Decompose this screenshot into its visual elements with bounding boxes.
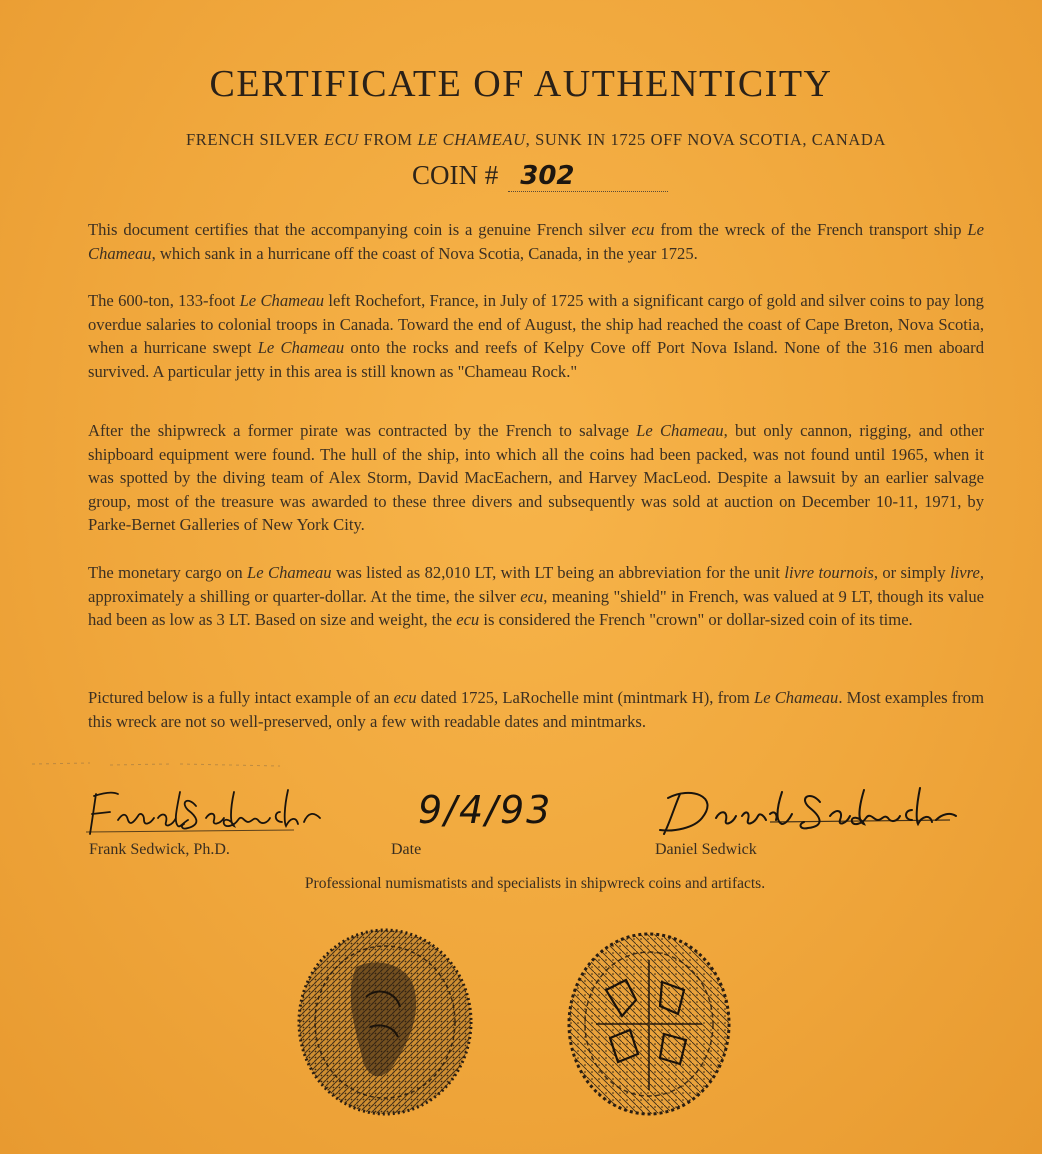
text: left Rochefort, France, in July of 1725 with a significant cargo of gold and silver coins to pay long overdue salaries to colonial troops in Canada. Toward the end of August, the ship had reached the coast of Cape Breton, Nova Scotia, when a hurricane swept [88,291,984,357]
text: , approximately a shilling or quarter-dollar. At the time, the silver [88,563,985,606]
coin-number-row [412,160,668,192]
text: from the wreck of the French transport ship [654,220,968,239]
text-italic: Le Chameau [636,421,724,440]
text: The 600-ton, 133-foot [88,291,240,310]
text: , which sank in a hurricane off the coast of Nova Scotia, Canada, in the year 1725. [151,243,698,263]
text-italic: livre [950,563,980,582]
text: . Most examples from this wreck are not so well-preserved, only a few with readable dates and mintmarks. [88,688,984,731]
text-italic: Le Chameau [257,338,345,357]
text: After the shipwreck a former pirate was contracted by the French to salvage [88,421,637,440]
text-italic: Le Chameau [753,688,839,707]
text: was listed as 82,010 LT, with LT being an abbreviation for the unit [331,563,785,582]
text-italic: ecu [631,220,655,239]
text-italic: Le Chameau [247,563,332,582]
paragraph-pictured [88,686,984,733]
subtitle-from: FROM [358,130,418,149]
subtitle-ship: LE CHAMEAU [417,130,526,149]
text-italic: Le Chameau [239,291,325,310]
text-italic: Le Chameau [88,220,984,263]
paragraph-history [88,289,984,383]
text: This document certifies that the accompanying coin is a genuine French silver [88,220,632,239]
date-caption: Date [391,841,422,858]
text-italic: ecu [520,586,544,606]
paragraph-intro [88,218,984,265]
text: The monetary cargo on [88,563,248,582]
faint-rule [30,758,290,770]
coin-obverse-image [296,927,474,1117]
coin-reverse-image [566,930,732,1118]
subtitle-pre: FRENCH SILVER [186,130,324,149]
certificate-subtitle [0,130,1042,150]
paragraph-salvage [88,419,984,537]
daniel-sedwick-caption: Daniel Sedwick [655,841,757,858]
certificate-title: CERTIFICATE OF AUTHENTICITY [209,63,833,105]
text-italic: livre tournois [784,563,874,582]
subtitle-post: , SUNK IN 1725 OFF NOVA SCOTIA, CANADA [525,130,886,149]
text: is considered the French "crown" or dollar-sized coin of its time. [479,610,913,629]
frank-sedwick-signature [84,782,334,842]
text: Pictured below is a fully intact example of an [88,688,394,707]
coin-label: COIN # [412,160,499,190]
text-italic: ecu [456,610,480,629]
text: , or simply [873,563,951,582]
coin-number: 302 [508,161,668,192]
text: , meaning "shield" in French, was valued at 9 LT, though its value had been as low as 3 LT. Based on size and weight, the [88,586,984,629]
daniel-sedwick-signature [650,780,970,842]
text: , but only cannon, rigging, and other shipboard equipment were found. The hull of the ship, into which all the coins had been packed, was not found until 1965, when it was spotted by the diving team of Alex Storm, David MacEachern, and Harvey MacLeod. Despite a lawsuit by an earlier salvage group, most of the treasure was awarded to these three divers and subsequently was sold at auction on December 10-11, 1971, by Parke-Bernet Galleries of New York City. [88,421,984,534]
text: onto the rocks and reefs of Kelpy Cove off Port Nova Island. None of the 316 men aboard survived. A particular jetty in this area is still known as "Chameau Rock." [88,338,984,381]
frank-sedwick-caption: Frank Sedwick, Ph.D. [89,841,230,858]
subtitle-ecu: ECU [324,130,359,149]
paragraph-cargo [88,561,984,632]
text: dated 1725, LaRochelle mint (mintmark H), from [416,688,754,707]
text-italic: ecu [393,688,417,707]
footer-tagline: Professional numismatists and specialists in shipwreck coins and artifacts. [304,875,766,892]
signed-date: 9/4/93 [418,788,553,832]
